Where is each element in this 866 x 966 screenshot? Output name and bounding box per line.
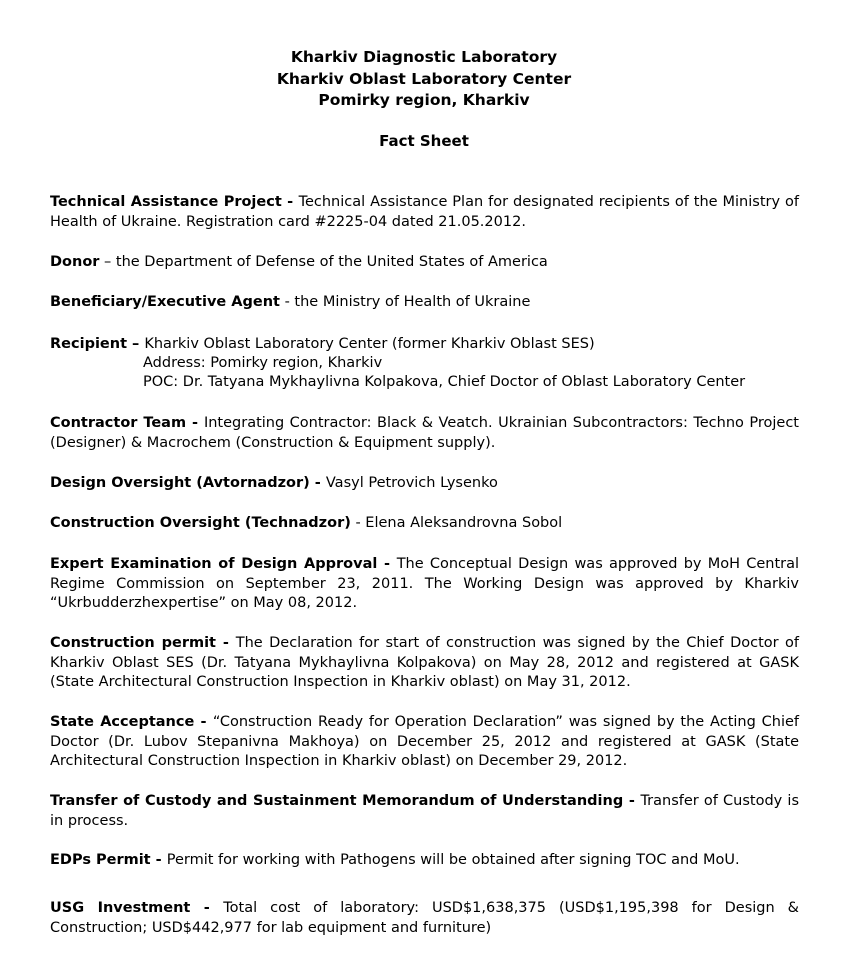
recipient-poc: POC: Dr. Tatyana Mykhaylivna Kolpakova, Chief Doctor of Oblast Laboratory Center <box>143 374 746 390</box>
section-recipient <box>50 335 799 355</box>
section-contractor-team <box>50 414 799 453</box>
section-label: Transfer of Custody and Sustainment Memorandum of Understanding - <box>50 793 641 809</box>
section-label: Expert Examination of Design Approval - <box>50 556 397 572</box>
recipient-address: Address: Pomirky region, Kharkiv <box>143 355 383 371</box>
title-line-1: Kharkiv Diagnostic Laboratory <box>290 48 558 66</box>
section-usg-investment <box>50 899 799 938</box>
section-label: Beneficiary/Executive Agent <box>50 294 280 310</box>
section-text: - the Ministry of Health of Ukraine <box>279 294 531 310</box>
section-text: Total cost of laboratory: USD$1,638,375 (USD$1,195,398 for Design & Construction; USD$442,977 for lab equipment and furniture) <box>50 900 799 936</box>
document-subtitle: Fact Sheet <box>379 132 469 150</box>
section-label: Technical Assistance Project - <box>50 194 299 210</box>
title-line-3: Pomirky region, Kharkiv <box>318 91 530 109</box>
section-label: State Acceptance - <box>50 714 213 730</box>
section-label: Construction Oversight (Technadzor) <box>50 515 351 531</box>
section-construction-oversight <box>50 514 799 534</box>
section-text: Kharkiv Oblast Laboratory Center (former Kharkiv Oblast SES) <box>144 336 595 352</box>
section-text: Integrating Contractor: Black & Veatch. Ukrainian Subcontractors: Techno Project (Designer) & Macrochem (Construction & Equipment supply). <box>50 415 799 451</box>
section-label: Contractor Team - <box>50 415 204 431</box>
section-construction-permit <box>50 634 799 693</box>
section-label: Design Oversight (Avtornadzor) - <box>50 475 326 491</box>
section-text: Transfer of Custody is in process. <box>50 793 799 829</box>
section-edps-permit <box>50 851 799 871</box>
section-design-oversight <box>50 474 799 494</box>
section-label: Donor <box>50 254 100 270</box>
section-text: Permit for working with Pathogens will be obtained after signing TOC and MoU. <box>166 852 740 868</box>
section-text: – the Department of Defense of the United States of America <box>99 254 548 270</box>
section-label: EDPs Permit - <box>50 852 167 868</box>
section-label: Recipient – <box>50 336 145 352</box>
section-text: - Elena Aleksandrovna Sobol <box>350 515 563 531</box>
title-line-2: Kharkiv Oblast Laboratory Center <box>276 70 572 88</box>
section-transfer-of-custody <box>50 792 799 831</box>
section-text: The Conceptual Design was approved by MoH Central Regime Commission on September 23, 2011. The Working Design was approved by Kharkiv “Ukrbudderzhexpertise” on May 08, 2012. <box>50 556 799 611</box>
section-label: Construction permit - <box>50 635 236 651</box>
section-text: Vasyl Petrovich Lysenko <box>325 475 498 491</box>
section-technical-assistance <box>50 193 799 232</box>
section-text: “Construction Ready for Operation Declaration” was signed by the Acting Chief Doctor (Dr. Lubov Stepanivna Makhoya) on December 25, 2012 and registered at GASK (State Architectural Construction Inspection in Kharkiv oblast) on December 29, 2012. <box>50 714 800 769</box>
section-beneficiary <box>50 293 799 313</box>
section-text: Technical Assistance Plan for designated recipients of the Ministry of Health of Ukraine. Registration card #2225-04 dated 21.05.2012. <box>50 194 799 230</box>
section-label: USG Investment - <box>50 900 224 916</box>
section-state-acceptance <box>50 713 799 772</box>
section-expert-examination <box>50 555 799 614</box>
section-donor <box>50 253 799 273</box>
section-text: The Declaration for start of construction was signed by the Chief Doctor of Kharkiv Oblast SES (Dr. Tatyana Mykhaylivna Kolpakova) on May 28, 2012 and registered at GASK (State Architectural Construction Inspection in Kharkiv oblast) on May 31, 2012. <box>50 635 800 690</box>
